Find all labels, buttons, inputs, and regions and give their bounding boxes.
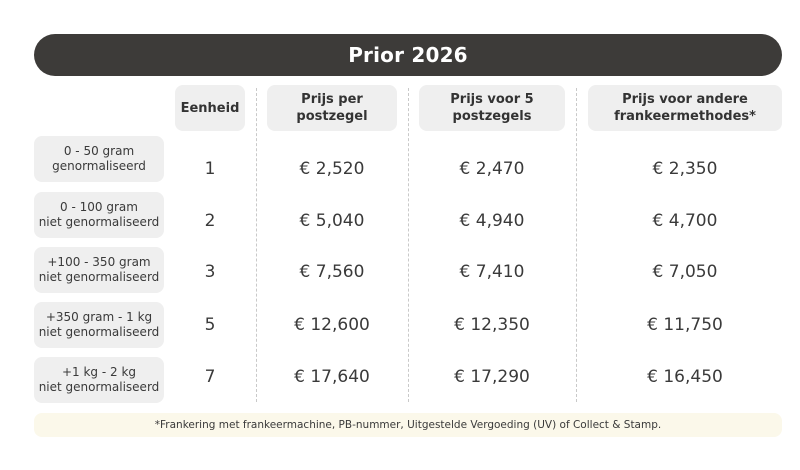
header-price-per-stamp-line-1: Prijs per (301, 92, 363, 107)
page-title (34, 34, 782, 76)
cell-price-other: € 2,350 (652, 159, 718, 179)
row-label (34, 136, 164, 182)
header-price-5-stamps-line-2: postzegels (452, 109, 532, 124)
row-label-line-2: niet genormaliseerd (38, 380, 160, 394)
cell-price-5-stamps: € 17,290 (454, 367, 530, 387)
column-divider (576, 88, 577, 402)
header-price-per-stamp-line-2: postzegel (296, 109, 368, 124)
header-price-per-stamp (267, 85, 397, 131)
row-label-line-2: genormaliseerd (52, 159, 146, 173)
cell-price-5-stamps: € 12,350 (454, 315, 530, 335)
row-label-line-1: +100 - 350 gram (47, 255, 151, 269)
column-divider (408, 88, 409, 402)
row-label (34, 357, 164, 403)
row-label-line-1: 0 - 100 gram (60, 200, 138, 214)
row-label (34, 247, 164, 293)
row-label (34, 302, 164, 348)
cell-unit: 5 (204, 315, 216, 335)
header-price-other (588, 85, 782, 131)
cell-unit: 7 (204, 367, 216, 387)
cell-price-per-stamp: € 17,640 (294, 367, 370, 387)
header-price-other-line-2: frankeermethodes* (614, 109, 756, 124)
header-unit (175, 85, 245, 131)
row-label-line-2: niet genormaliseerd (38, 325, 160, 339)
cell-price-other: € 11,750 (647, 315, 723, 335)
header-price-5-stamps-line-1: Prijs voor 5 (450, 92, 534, 107)
row-label-line-2: niet genormaliseerd (38, 215, 160, 229)
cell-unit: 2 (204, 211, 216, 231)
header-price-other-line-1: Prijs voor andere (622, 92, 748, 107)
header-unit-label: Eenheid (180, 100, 240, 116)
row-label-line-2: niet genormaliseerd (38, 270, 160, 284)
header-price-5-stamps (419, 85, 565, 131)
cell-price-other: € 16,450 (647, 367, 723, 387)
cell-unit: 1 (204, 159, 216, 179)
row-label (34, 192, 164, 238)
cell-price-per-stamp: € 12,600 (294, 315, 370, 335)
column-divider (256, 88, 257, 402)
cell-price-per-stamp: € 7,560 (299, 262, 365, 282)
footnote (34, 413, 782, 437)
row-label-line-1: 0 - 50 gram (63, 144, 135, 158)
cell-price-5-stamps: € 7,410 (459, 262, 525, 282)
cell-price-other: € 4,700 (652, 211, 718, 231)
cell-unit: 3 (204, 262, 216, 282)
cell-price-per-stamp: € 2,520 (299, 159, 365, 179)
cell-price-per-stamp: € 5,040 (299, 211, 365, 231)
row-label-line-1: +350 gram - 1 kg (45, 310, 153, 324)
row-label-line-1: +1 kg - 2 kg (61, 365, 137, 379)
cell-price-5-stamps: € 2,470 (459, 159, 525, 179)
cell-price-other: € 7,050 (652, 262, 718, 282)
cell-price-5-stamps: € 4,940 (459, 211, 525, 231)
footnote-text: *Frankering met frankeermachine, PB-nummer, Uitgestelde Vergoeding (UV) of Collect & Stamp. (154, 419, 662, 431)
page-title-text: Prior 2026 (348, 43, 468, 67)
